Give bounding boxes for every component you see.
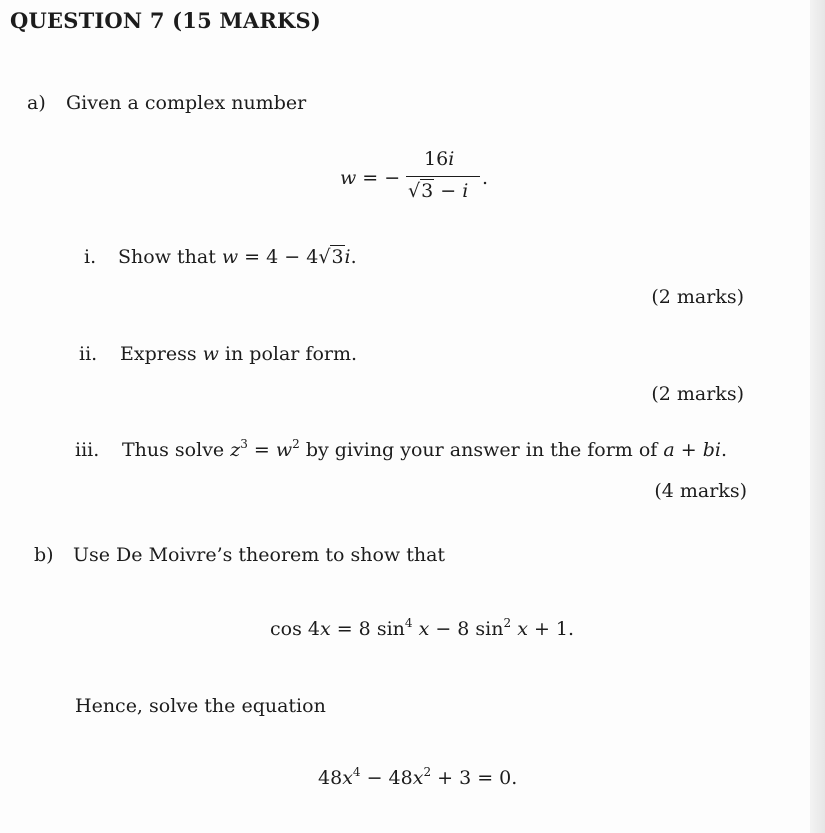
part-b-intro: Use De Moivre’s theorem to show that — [73, 544, 446, 566]
fraction-numerator: 16i — [424, 148, 455, 170]
subpart-i-text: Show that w = 4 − 4√3i. — [118, 246, 357, 268]
equation-period: . — [482, 167, 489, 189]
fraction-denominator: √3 − i — [408, 180, 469, 202]
question-heading: QUESTION 7 (15 MARKS) — [10, 8, 321, 33]
subpart-i-marks: (2 marks) — [651, 286, 744, 308]
subpart-ii-text: Express w in polar form. — [120, 343, 358, 365]
part-a-label: a) — [27, 92, 46, 114]
subpart-iii-text: Thus solve $z^3 = w^2$ by giving your answer in the form of a + bi. — [122, 437, 727, 461]
form-a-plus-bi: a + bi — [663, 439, 721, 461]
z-cubed-equation: $z^3 = w^2$ — [230, 437, 300, 461]
subpart-ii-marks: (2 marks) — [651, 383, 744, 405]
subpart-iii-label: iii. — [75, 439, 100, 461]
subpart-i-label: i. — [84, 246, 97, 268]
subpart-ii-label: ii. — [79, 343, 98, 365]
cos-identity-equation: cos 4x = 8 $\sin^4 x - 8$ $\sin^2 x + 1$. — [270, 616, 575, 640]
subpart-iii-marks: (4 marks) — [654, 480, 747, 502]
part-b-label: b) — [34, 544, 54, 566]
quartic-equation: $48x^4 - 48x^2 + 3 = 0$. — [318, 765, 518, 789]
fraction-bar — [406, 176, 480, 177]
part-b-hence: Hence, solve the equation — [75, 695, 326, 717]
w-definition-equation — [340, 148, 500, 208]
part-a-intro: Given a complex number — [66, 92, 307, 114]
equation-lhs: w = − — [340, 167, 401, 189]
page-edge-shadow — [810, 0, 825, 833]
